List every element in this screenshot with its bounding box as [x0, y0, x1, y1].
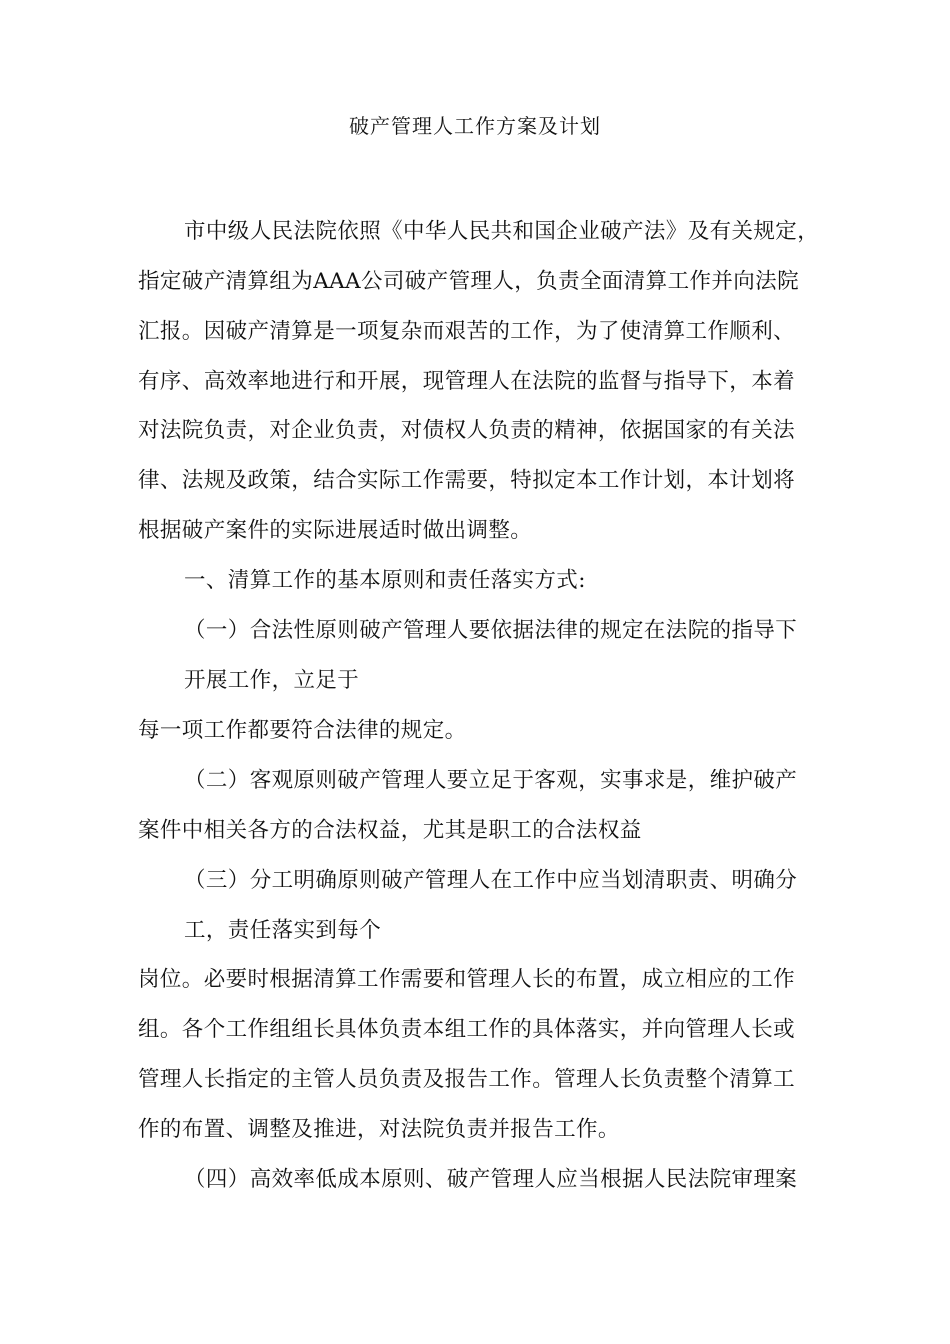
paragraph-line: 汇报。因破产清算是一项复杂而艰苦的工作，为了使清算工作顺利、 — [138, 319, 796, 344]
paragraph-line: 律、法规及政策，结合实际工作需要，特拟定本工作计划，本计划将 — [138, 468, 796, 493]
paragraph-line: （三）分工明确原则破产管理人在工作中应当划清职责、明确分 — [184, 868, 798, 893]
paragraph-line: （二）客观原则破产管理人要立足于客观，实事求是，维护破产 — [184, 768, 798, 793]
paragraph-line: 开展工作，立足于 — [184, 668, 360, 693]
paragraph-line: （一）合法性原则破产管理人要依据法律的规定在法院的指导下 — [184, 618, 798, 643]
section-heading: 一、清算工作的基本原则和责任落实方式: — [184, 568, 586, 593]
paragraph-line: 案件中相关各方的合法权益，尤其是职工的合法权益 — [138, 818, 642, 843]
paragraph-line: 指定破产清算组为AAA公司破产管理人，负责全面清算工作并向法院 — [138, 269, 799, 294]
paragraph-line: 工，责任落实到每个 — [184, 918, 382, 943]
paragraph-line: 作的布置、调整及推进，对法院负责并报告工作。 — [138, 1117, 620, 1142]
paragraph-line: 有序、高效率地进行和开展，现管理人在法院的监督与指导下，本着 — [138, 369, 796, 394]
paragraph-line: 对法院负责，对企业负责，对债权人负责的精神，依据国家的有关法 — [138, 418, 796, 443]
document-title: 破产管理人工作方案及计划 — [349, 114, 601, 138]
paragraph-line: 每一项工作都要符合法律的规定。 — [138, 718, 467, 743]
paragraph-line: 组。各个工作组组长具体负责本组工作的具体落实，并向管理人长或 — [138, 1017, 796, 1042]
paragraph-line: 管理人长指定的主管人员负责及报告工作。管理人长负责整个清算工 — [138, 1067, 796, 1092]
paragraph-line: 岗位。必要时根据清算工作需要和管理人长的布置，成立相应的工作 — [138, 967, 796, 992]
paragraph-line: （四）高效率低成本原则、破产管理人应当根据人民法院审理案 — [184, 1167, 798, 1192]
paragraph-line: 市中级人民法院依照《中华人民共和国企业破产法》及有关规定， — [184, 219, 820, 244]
paragraph-line: 根据破产案件的实际进展适时做出调整。 — [138, 518, 533, 543]
